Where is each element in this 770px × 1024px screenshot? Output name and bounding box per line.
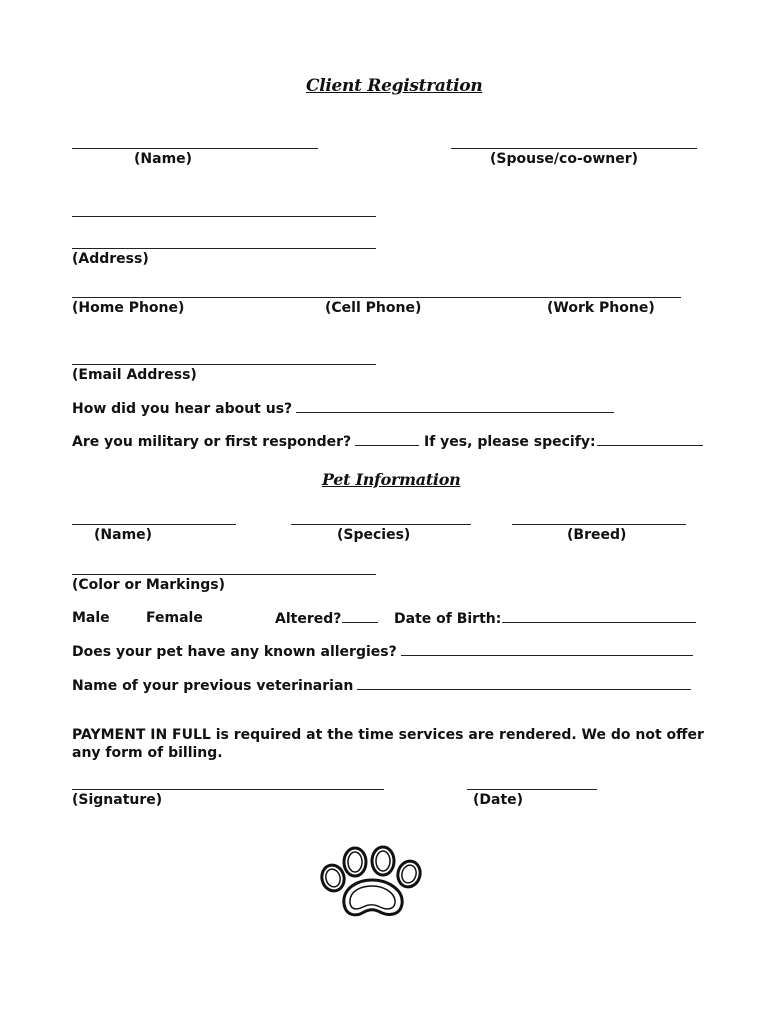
- vet-label: Name of your previous veterinarian: [72, 678, 354, 694]
- email-field[interactable]: [72, 364, 376, 365]
- paw-print-icon: [312, 840, 434, 922]
- specify-field[interactable]: [597, 433, 703, 446]
- work-phone-label: (Work Phone): [547, 300, 655, 316]
- military-row: [72, 433, 419, 450]
- spouse-field[interactable]: [451, 148, 697, 149]
- vet-field[interactable]: [357, 677, 691, 690]
- date-label: (Date): [473, 792, 524, 808]
- address-label: (Address): [72, 251, 149, 267]
- species-field[interactable]: [291, 524, 471, 525]
- vet-row: [72, 677, 691, 694]
- color-markings-label: (Color or Markings): [72, 577, 225, 593]
- email-label: (Email Address): [72, 367, 197, 383]
- male-option[interactable]: Male: [72, 610, 110, 626]
- dob-label: Date of Birth:: [394, 611, 502, 627]
- phone-numbers-field[interactable]: [72, 297, 681, 298]
- pet-section-title: Pet Information: [322, 470, 461, 489]
- color-markings-field[interactable]: [72, 574, 376, 575]
- altered-label: Altered?: [275, 611, 342, 627]
- military-label: Are you military or first responder?: [72, 434, 352, 450]
- dob-row: [394, 610, 696, 627]
- spouse-label: (Spouse/co-owner): [490, 151, 639, 167]
- client-name-label: (Name): [134, 151, 193, 167]
- military-field[interactable]: [355, 433, 419, 446]
- female-option[interactable]: Female: [146, 610, 203, 626]
- hear-about-label: How did you hear about us?: [72, 401, 293, 417]
- home-phone-label: (Home Phone): [72, 300, 185, 316]
- pet-name-label: (Name): [94, 527, 153, 543]
- hear-about-field[interactable]: [296, 400, 614, 413]
- altered-row: [275, 610, 378, 627]
- hear-about-row: [72, 400, 614, 417]
- breed-field[interactable]: [512, 524, 686, 525]
- specify-row: [424, 433, 703, 450]
- dob-field[interactable]: [502, 610, 696, 623]
- allergies-label: Does your pet have any known allergies?: [72, 644, 397, 660]
- page-title: Client Registration: [306, 76, 483, 96]
- client-name-field[interactable]: [72, 148, 318, 149]
- breed-label: (Breed): [567, 527, 627, 543]
- specify-label: If yes, please specify:: [424, 434, 596, 450]
- payment-notice: PAYMENT IN FULL is required at the time services are rendered. We do not offer any form of billing.: [72, 727, 704, 761]
- cell-phone-label: (Cell Phone): [325, 300, 422, 316]
- altered-field[interactable]: [342, 610, 378, 623]
- signature-label: (Signature): [72, 792, 163, 808]
- pet-name-field[interactable]: [72, 524, 236, 525]
- date-field[interactable]: [467, 789, 597, 790]
- allergies-row: [72, 643, 693, 660]
- species-label: (Species): [337, 527, 411, 543]
- address-line-2-field[interactable]: [72, 248, 376, 249]
- allergies-field[interactable]: [401, 643, 693, 656]
- address-line-1-field[interactable]: [72, 216, 376, 217]
- signature-field[interactable]: [72, 789, 384, 790]
